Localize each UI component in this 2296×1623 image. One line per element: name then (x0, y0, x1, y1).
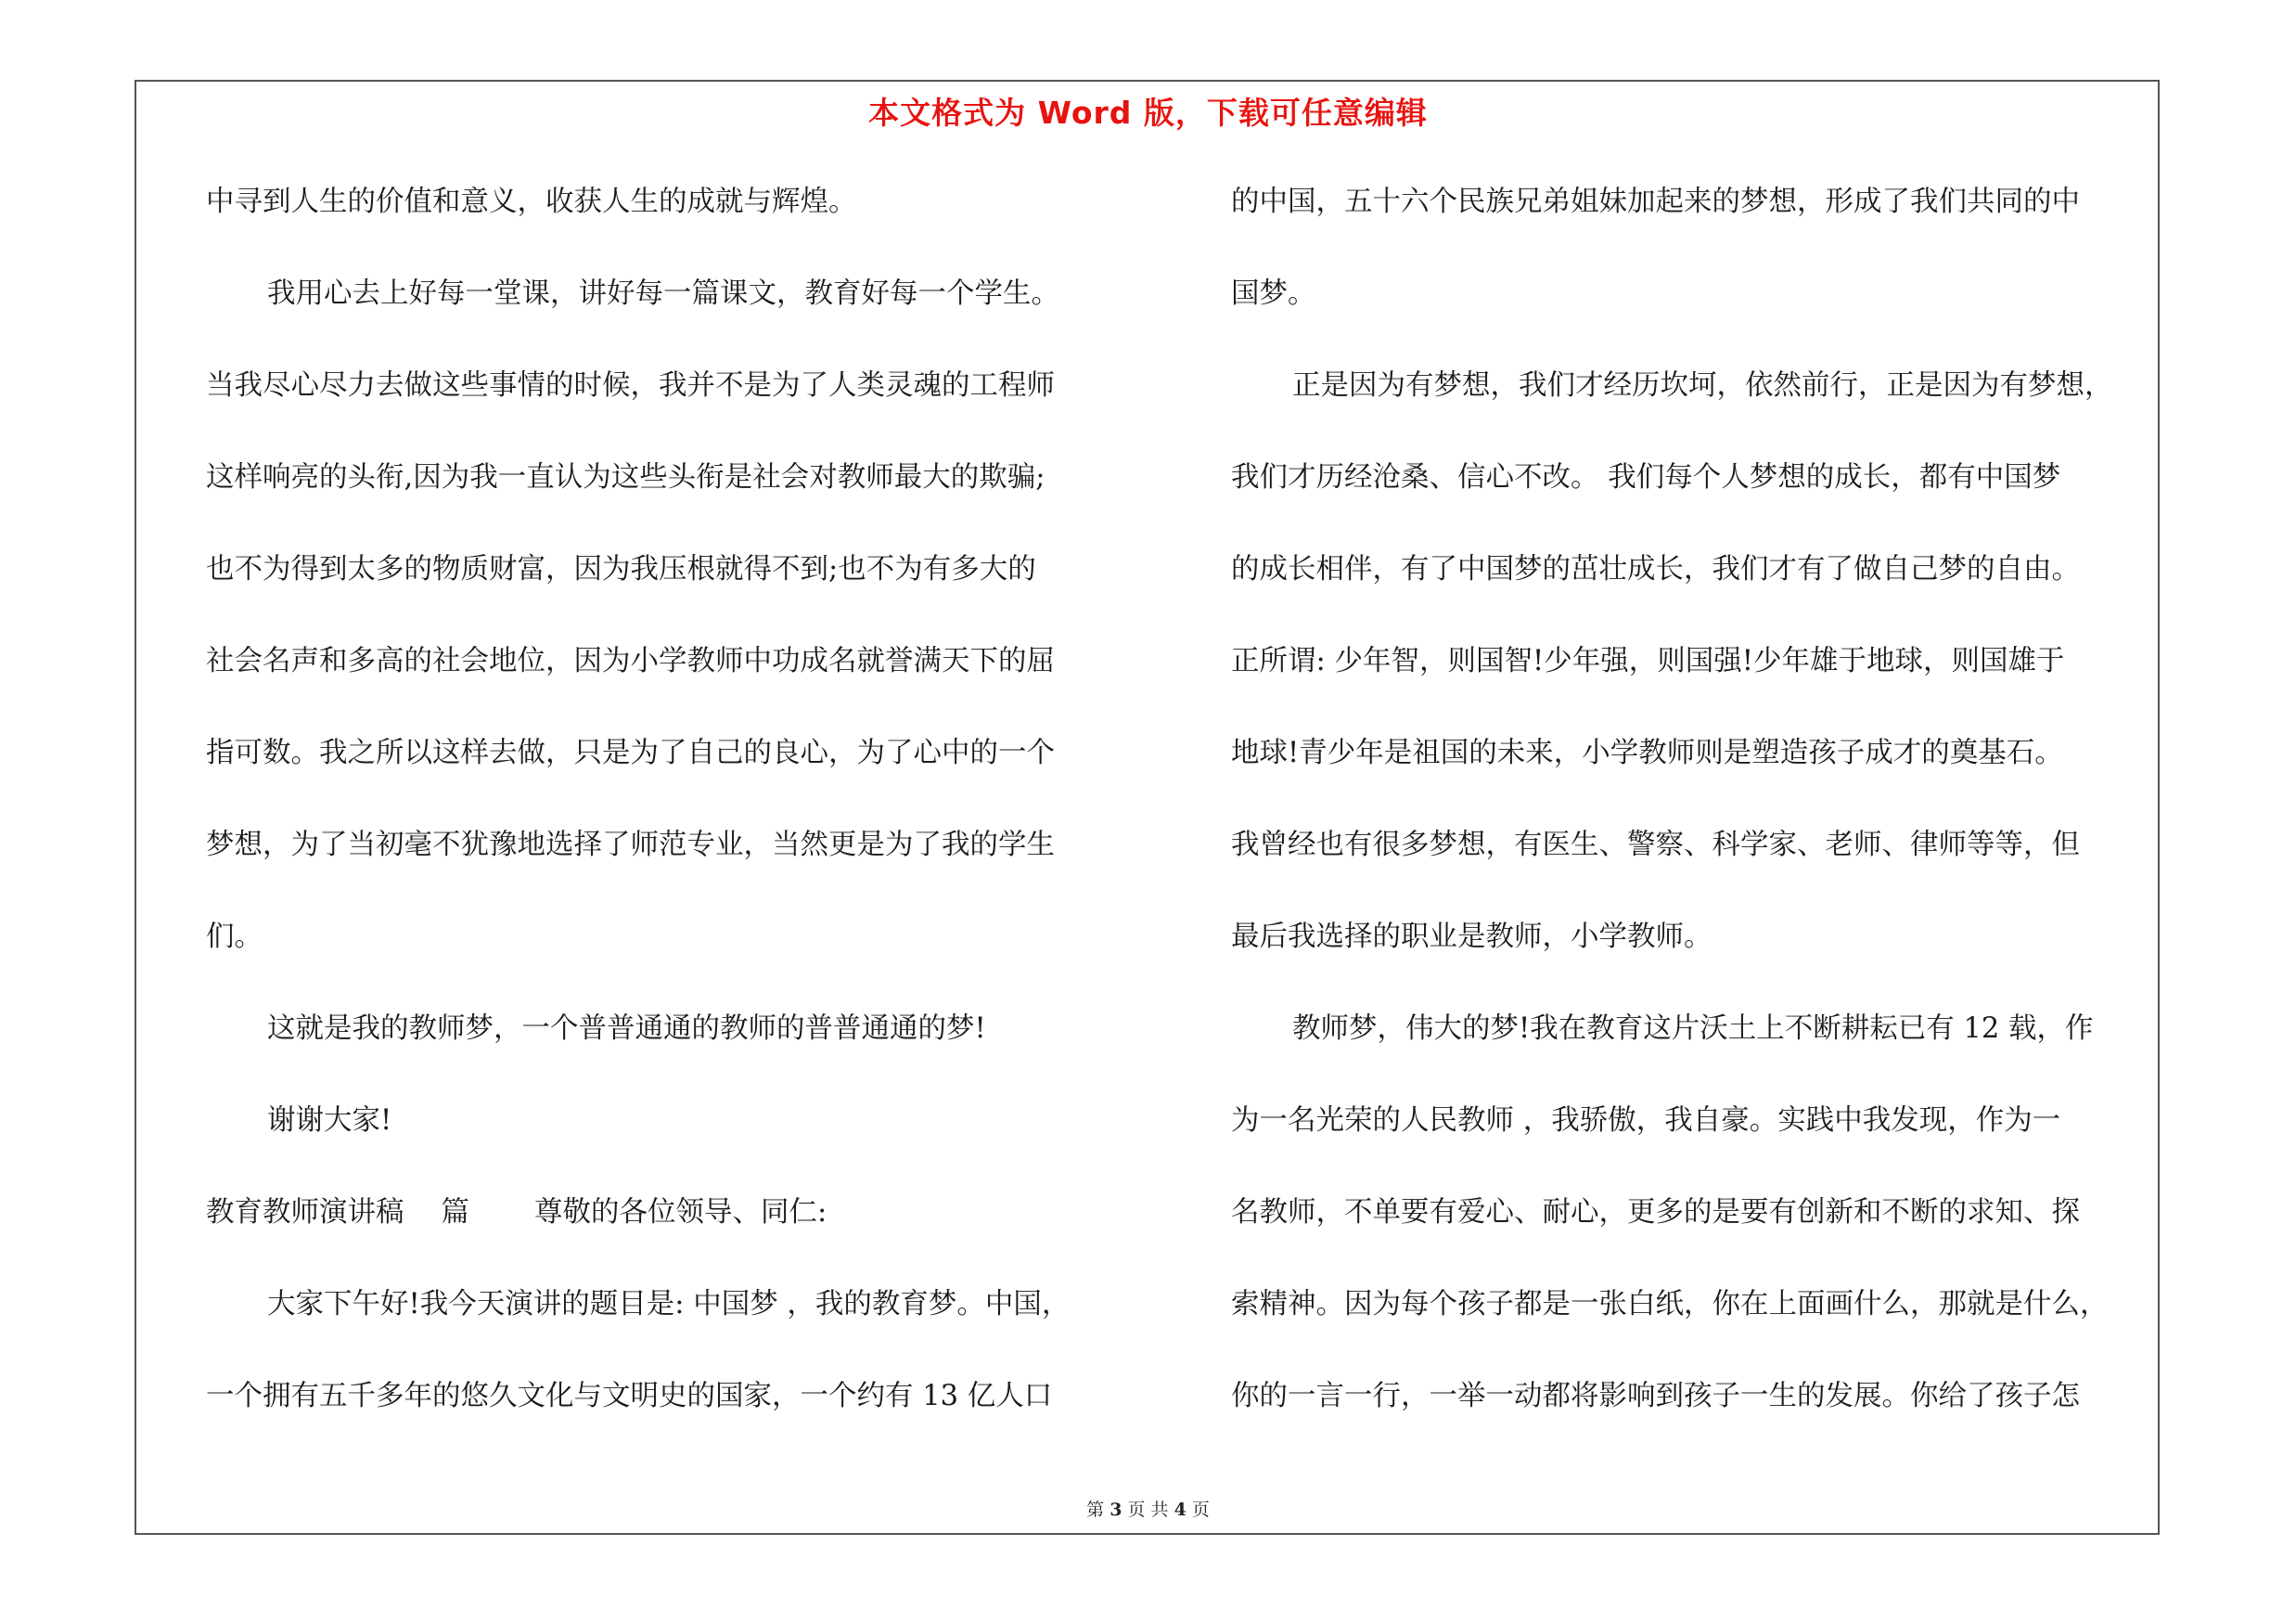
text-line: 社会名声和多高的社会地位，因为小学教师中功成名就誉满天下的屈 (206, 645, 1055, 677)
text-line: 中寻到人生的价值和意义，收获人生的成就与辉煌。 (206, 186, 857, 218)
page-total: 4 (1174, 1500, 1186, 1520)
footer-prefix: 第 (1086, 1500, 1105, 1520)
page-footer (0, 1496, 2296, 1521)
text-line: 我们才历经沧桑、信心不改。 我们每个人梦想的成长，都有中国梦 (1231, 461, 2061, 494)
text-line: 大家下午好!我今天演讲的题目是: 中国梦 ，我的教育梦。中国， (267, 1288, 1071, 1320)
text-line: 名教师，不单要有爱心、耐心，更多的是要有创新和不断的求知、探 (1231, 1196, 2080, 1229)
speech-title-line (206, 1192, 827, 1233)
text-line: 教师梦，伟大的梦!我在教育这片沃土上不断耕耘已有 12 载，作 (1292, 1012, 2094, 1045)
text-line: 梦想，为了当初毫不犹豫地选择了师范专业，当然更是为了我的学生 (206, 829, 1055, 861)
speech-title: 教育教师演讲稿 (206, 1196, 404, 1229)
text-line: 的中国，五十六个民族兄弟姐妹加起来的梦想，形成了我们共同的中 (1231, 186, 2080, 218)
text-line: 正所谓: 少年智，则国智!少年强，则国强!少年雄于地球，则国雄于 (1231, 645, 2065, 677)
text-line: 这样响亮的头衔,因为我一直认为这些头衔是社会对教师最大的欺骗; (206, 461, 1045, 494)
footer-mid: 页 共 (1127, 1500, 1169, 1520)
text-line: 你的一言一行，一举一动都将影响到孩子一生的发展。你给了孩子怎 (1231, 1380, 2080, 1412)
text-line: 最后我选择的职业是教师，小学教师。 (1231, 921, 1712, 953)
header-banner: 本文格式为 Word 版，下载可任意编辑 (868, 95, 1428, 131)
text-line: 我曾经也有很多梦想，有医生、警察、科学家、老师、律师等等，但 (1231, 829, 2080, 861)
page-number: 3 (1110, 1500, 1122, 1520)
speech-part: 篇 (441, 1196, 469, 1229)
text-line: 国梦。 (1231, 277, 1316, 310)
text-line: 的成长相伴，有了中国梦的茁壮成长，我们才有了做自己梦的自由。 (1231, 553, 2080, 586)
text-line: 谢谢大家! (267, 1104, 392, 1137)
text-line: 正是因为有梦想，我们才经历坎坷，依然前行，正是因为有梦想， (1292, 369, 2113, 402)
text-line: 地球!青少年是祖国的未来，小学教师则是塑造孩子成才的奠基石。 (1231, 737, 2063, 769)
text-line: 索精神。因为每个孩子都是一张白纸，你在上面画什么，那就是什么， (1231, 1288, 2109, 1320)
footer-suffix: 页 (1191, 1500, 1210, 1520)
speech-greeting: 尊敬的各位领导、同仁: (534, 1196, 827, 1229)
text-line: 这就是我的教师梦，一个普普通通的教师的普普通通的梦! (267, 1012, 986, 1045)
text-line: 也不为得到太多的物质财富，因为我压根就得不到;也不为有多大的 (206, 553, 1036, 586)
text-line: 当我尽心尽力去做这些事情的时候，我并不是为了人类灵魂的工程师 (206, 369, 1055, 402)
text-line: 指可数。我之所以这样去做，只是为了自己的良心，为了心中的一个 (206, 737, 1055, 769)
text-line: 一个拥有五千多年的悠久文化与文明史的国家，一个约有 13 亿人口 (206, 1380, 1053, 1412)
text-line: 我用心去上好每一堂课，讲好每一篇课文，教育好每一个学生。 (267, 277, 1059, 310)
text-line: 们。 (206, 921, 263, 953)
text-line: 为一名光荣的人民教师 ，我骄傲，我自豪。实践中我发现，作为一 (1231, 1104, 2061, 1137)
